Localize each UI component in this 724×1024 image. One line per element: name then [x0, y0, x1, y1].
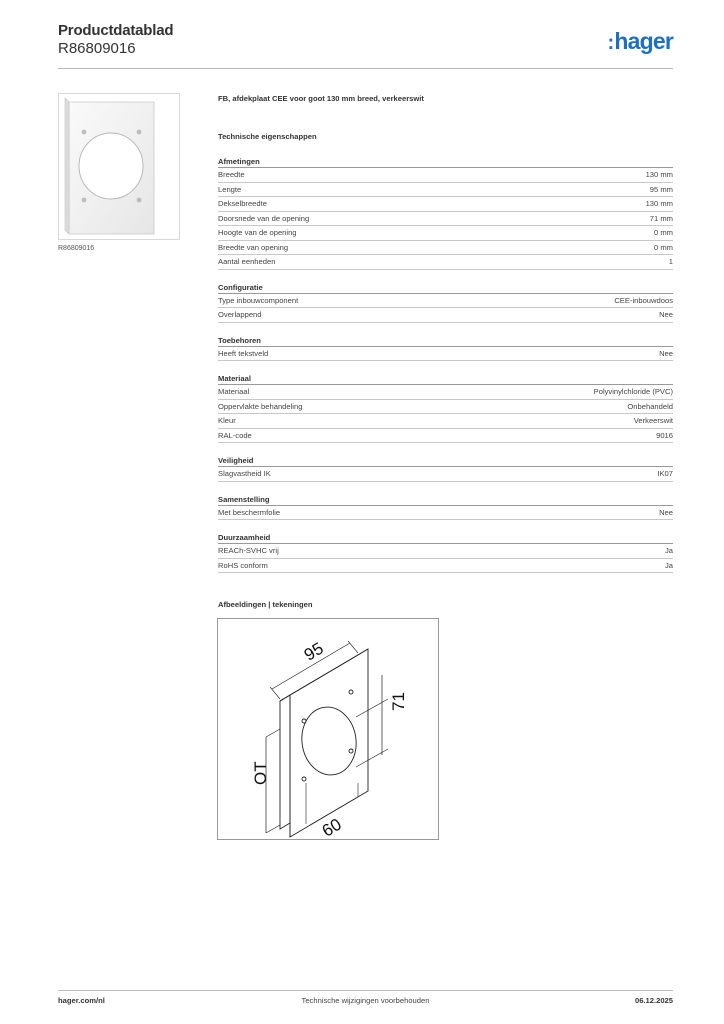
- cover-plate-image: [59, 94, 179, 239]
- spec-group-title: Veiligheid: [218, 455, 673, 467]
- logo-dots-icon: :: [607, 32, 614, 54]
- spec-label: Oppervlakte behandeling: [218, 401, 303, 411]
- spec-label: Breedte: [218, 170, 245, 179]
- dimension-drawing: [218, 619, 438, 839]
- footer-disclaimer: Technische wijzigingen voorbehouden: [301, 996, 430, 1005]
- spec-value: CEE-inbouwdoos: [614, 295, 673, 305]
- dim-left-label: OT: [251, 761, 270, 785]
- spec-value: Nee: [659, 348, 673, 358]
- spec-value: IK07: [657, 469, 673, 478]
- spec-value: Nee: [659, 310, 673, 319]
- spec-group-title: Duurzaamheid: [218, 532, 673, 544]
- product-description: FB, afdekplaat CEE voor goot 130 mm breed, verkeerswit: [218, 94, 424, 103]
- product-specs: [218, 94, 673, 573]
- spec-label: Hoogte van de opening: [218, 228, 297, 237]
- dim-bottom-label: 60: [318, 814, 345, 839]
- product-thumbnail: [58, 93, 180, 240]
- images-heading: Afbeeldingen | tekeningen: [218, 600, 313, 609]
- spec-group: [218, 282, 673, 323]
- page-footer: [58, 996, 673, 1010]
- spec-value: 71 mm: [649, 213, 673, 223]
- spec-value: Onbehandeld: [627, 401, 673, 411]
- spec-label: RAL-code: [218, 430, 252, 440]
- spec-row: [218, 559, 673, 574]
- document-title: Productdatablad: [58, 22, 174, 39]
- spec-group: [218, 373, 673, 443]
- spec-row: [218, 294, 673, 309]
- spec-value: 95 mm: [649, 184, 673, 194]
- spec-label: Kleur: [218, 416, 236, 425]
- thumbnail-caption: R86809016: [58, 245, 95, 252]
- spec-label: Lengte: [218, 184, 242, 194]
- spec-value: Nee: [659, 507, 673, 517]
- spec-row: [218, 226, 673, 241]
- logo-text: hager: [614, 28, 673, 54]
- spec-label: Overlappend: [218, 310, 262, 319]
- spec-value: Verkeerswit: [633, 416, 673, 425]
- spec-row: [218, 255, 673, 270]
- spec-label: Slagvastheid IK: [218, 469, 271, 478]
- spec-group-title: Configuratie: [218, 282, 673, 294]
- product-code: R86809016: [58, 40, 136, 57]
- footer-divider: [58, 990, 673, 991]
- spec-value: Ja: [664, 560, 673, 570]
- page-header: [58, 22, 673, 68]
- spec-group-title: Materiaal: [218, 373, 673, 385]
- technical-drawing: [217, 618, 439, 840]
- spec-value: 130 mm: [645, 199, 673, 208]
- spec-group-title: Afmetingen: [218, 156, 673, 168]
- spec-row: [218, 506, 673, 521]
- spec-label: Materiaal: [218, 387, 250, 396]
- spec-label: Breedte van opening: [218, 242, 289, 252]
- spec-group-title: Samenstelling: [218, 494, 673, 506]
- spec-label: Doorsnede van de opening: [218, 213, 310, 223]
- spec-row: [218, 385, 673, 400]
- spec-row: [218, 308, 673, 323]
- spec-label: Dekselbreedte: [218, 199, 267, 208]
- spec-group: [218, 156, 673, 270]
- spec-row: [218, 544, 673, 559]
- spec-row: [218, 241, 673, 256]
- spec-label: Aantal eenheden: [218, 257, 276, 266]
- spec-label: Type inbouwcomponent: [218, 295, 299, 305]
- spec-row: [218, 212, 673, 227]
- spec-value: 0 mm: [654, 242, 673, 252]
- header-divider: [58, 68, 673, 69]
- spec-value: Ja: [664, 546, 673, 555]
- footer-date: 06.12.2025: [634, 996, 673, 1005]
- spec-group: [218, 532, 673, 573]
- spec-value: 9016: [656, 430, 673, 440]
- spec-groups: [218, 156, 673, 573]
- spec-value: Polyvinylchloride (PVC): [593, 387, 673, 396]
- spec-label: Met beschermfolie: [218, 507, 281, 517]
- spec-row: [218, 183, 673, 198]
- spec-group: [218, 455, 673, 482]
- spec-value: 1: [668, 257, 673, 266]
- dim-top-label: 95: [300, 638, 327, 665]
- spec-row: [218, 414, 673, 429]
- spec-row: [218, 400, 673, 415]
- footer-website-link[interactable]: hager.com/nl: [58, 996, 105, 1005]
- spec-value: 130 mm: [645, 170, 673, 179]
- spec-label: Heeft tekstveld: [218, 348, 269, 358]
- spec-value: 0 mm: [654, 228, 673, 237]
- hager-logo: [607, 28, 673, 55]
- spec-label: RoHS conform: [218, 560, 268, 570]
- spec-group: [218, 335, 673, 362]
- spec-row: [218, 429, 673, 444]
- spec-row: [218, 347, 673, 362]
- spec-group-title: Toebehoren: [218, 335, 673, 347]
- tech-heading: Technische eigenschappen: [218, 132, 317, 141]
- spec-group: [218, 494, 673, 521]
- spec-label: REACh-SVHC vrij: [218, 546, 279, 555]
- spec-row: [218, 168, 673, 183]
- spec-row: [218, 467, 673, 482]
- dim-right-label: 71: [389, 692, 408, 711]
- spec-row: [218, 197, 673, 212]
